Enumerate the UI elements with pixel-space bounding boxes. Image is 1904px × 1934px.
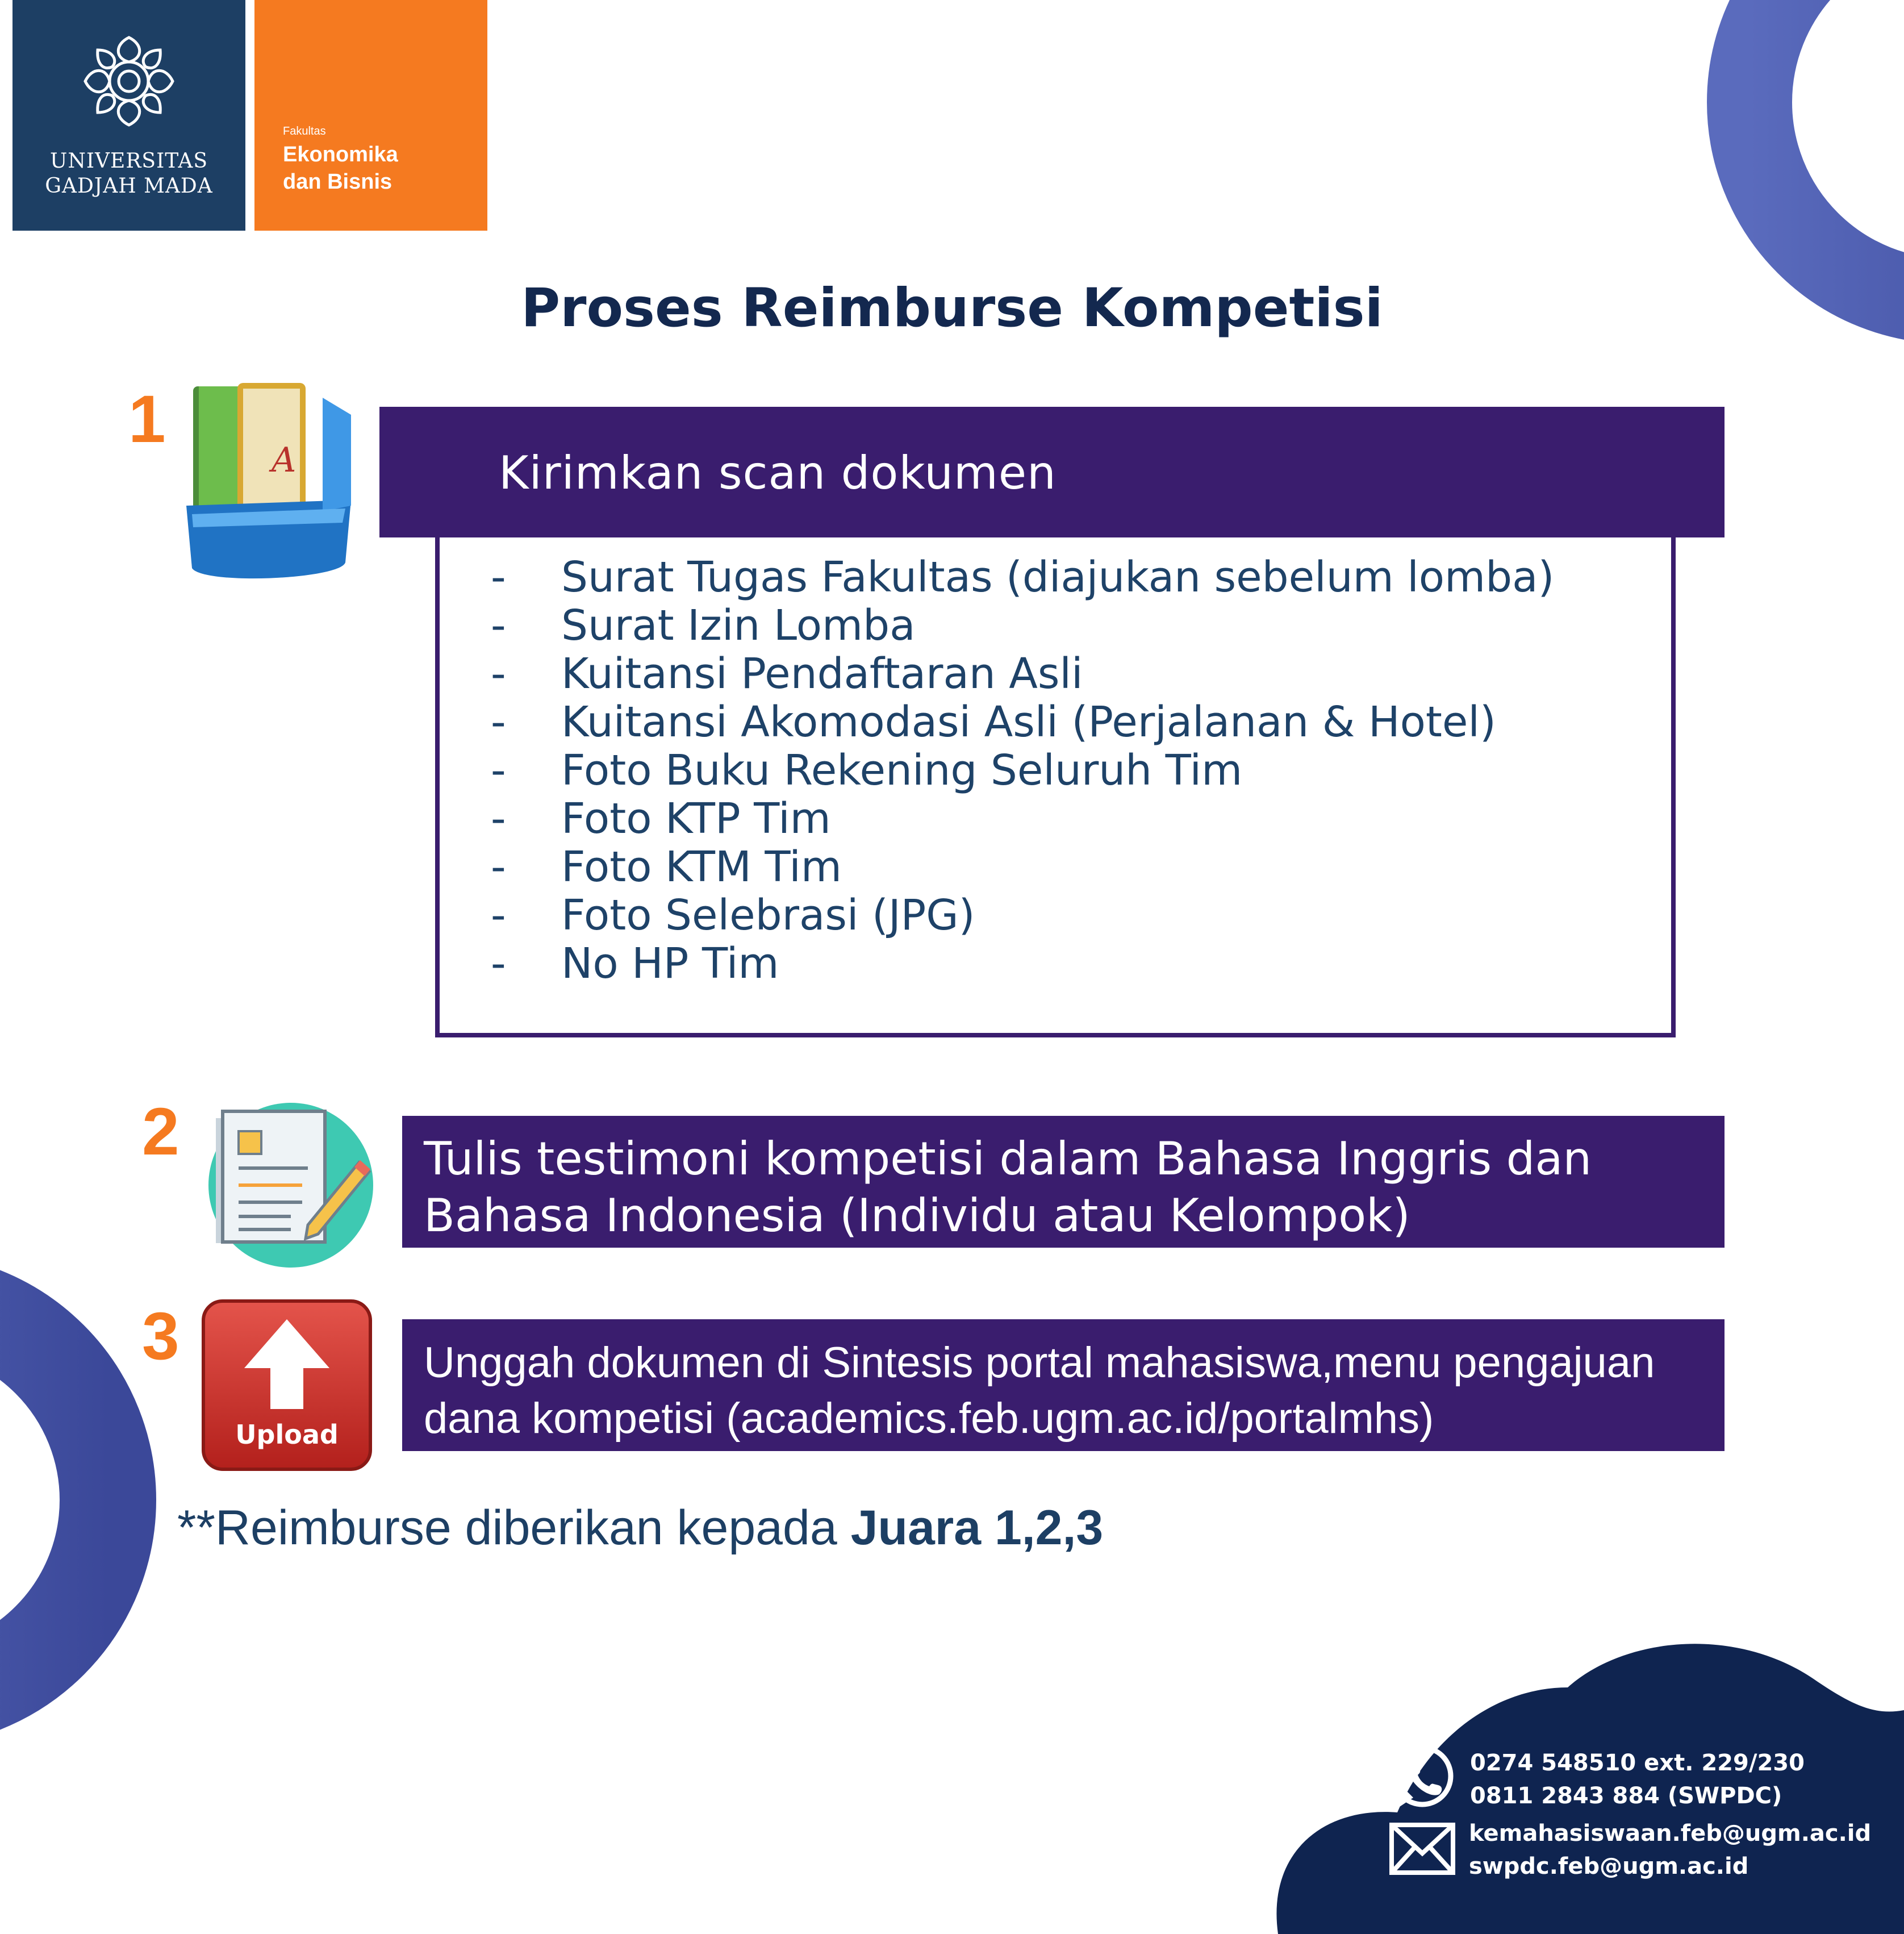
- envelope-icon: [1388, 1822, 1456, 1876]
- step-1-heading: Kirimkan scan dokumen: [499, 447, 1057, 499]
- phone-2: 0811 2843 884 (SWPDC): [1470, 1783, 1782, 1809]
- reimburse-note: **Reimburse diberikan kepada Juara 1,2,3: [177, 1500, 1104, 1555]
- document-folders-icon: [181, 375, 357, 591]
- page-title: Proses Reimburse Kompetisi: [521, 277, 1383, 339]
- phone-1: 0274 548510 ext. 229/230: [1470, 1750, 1805, 1776]
- step-number-1: 1: [128, 382, 166, 457]
- step-1-header: [379, 407, 1725, 537]
- svg-text:A: A: [272, 440, 297, 480]
- step-number-3: 3: [142, 1299, 179, 1374]
- upload-label: Upload: [235, 1419, 339, 1450]
- ugm-logo: [12, 0, 245, 231]
- step-2-header: [402, 1116, 1725, 1248]
- note-bold: Juara 1,2,3: [850, 1500, 1104, 1555]
- document-list-box: - Surat Tugas Fakultas (diajukan sebelum lomba) - Surat Izin Lomba - Kuitansi Pendaftaran Asli - Kuitansi Akomodasi Asli (Perjalanan & Hotel) - Foto Buku Rekening Seluruh Tim - Foto KTP Tim - Foto KTM Tim - Foto Selebrasi (JPG) - No HP Tim: [435, 537, 1676, 1037]
- step-number-2: 2: [142, 1094, 179, 1169]
- email-1: kemahasiswaan.feb@ugm.ac.id: [1469, 1820, 1872, 1847]
- step-2-heading: Tulis testimoni kompetisi dalam Bahasa Inggris dan Bahasa Indonesia (Individu atau Kelompok): [424, 1132, 1592, 1242]
- upload-icon: [200, 1298, 374, 1473]
- step-3-header: [402, 1319, 1725, 1451]
- email-2: swpdc.feb@ugm.ac.id: [1469, 1853, 1749, 1879]
- ugm-seal-icon: [81, 33, 177, 130]
- faculty-logo: [254, 0, 487, 231]
- whatsapp-phone-icon: [1388, 1743, 1456, 1811]
- step-3-heading: Unggah dokumen di Sintesis portal mahasiswa,menu pengajuan dana kompetisi (academics.feb.ugm.ac.id/portalmhs): [424, 1339, 1655, 1443]
- university-name: UNIVERSITAS GADJAH MADA: [45, 149, 213, 198]
- faculty-prefix: Fakultas: [283, 125, 326, 137]
- testimonial-document-pencil-icon: [206, 1100, 376, 1270]
- faculty-name: Ekonomika dan Bisnis: [283, 143, 398, 194]
